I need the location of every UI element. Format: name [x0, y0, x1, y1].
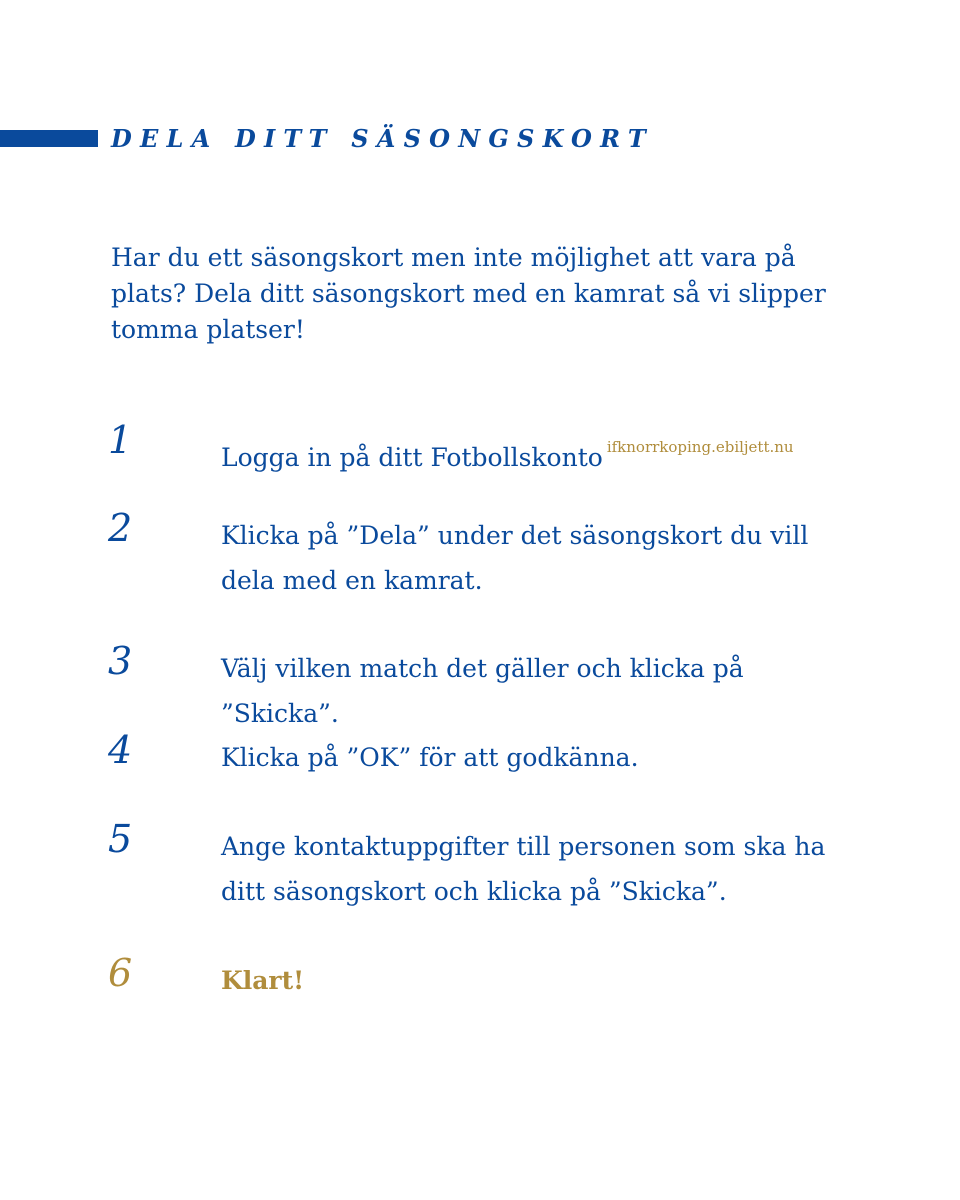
- step-number: 3: [108, 639, 133, 683]
- step-text: [221, 425, 861, 480]
- header-accent-bar: [0, 130, 98, 147]
- step-number: 6: [108, 951, 133, 995]
- step-text: Ange kontaktuppgifter till personen som ska ha ditt säsongskort och klicka på ”Skicka”.: [221, 832, 826, 906]
- page-title: DELA DITT SÄSONGSKORT: [111, 124, 654, 153]
- step-text: Välj vilken match det gäller och klicka på ”Skicka”.: [221, 654, 744, 728]
- step-number: 1: [108, 418, 133, 462]
- step-text-main: Logga in på ditt Fotbollskonto: [221, 443, 603, 472]
- step-text: Klicka på ”Dela” under det säsongskort du vill dela med en kamrat.: [221, 521, 809, 595]
- step-text: Klart!: [221, 966, 305, 995]
- intro-paragraph: Har du ett säsongskort men inte möjlighet att vara på plats? Dela ditt säsongskort med en kamrat så vi slipper tomma platser!: [111, 243, 826, 344]
- step-number: 2: [108, 506, 133, 550]
- step-number: 5: [108, 817, 133, 861]
- website-link[interactable]: ifknorrkoping.ebiljett.nu: [606, 438, 794, 456]
- step-number: 4: [108, 728, 133, 772]
- step-text: Klicka på ”OK” för att godkänna.: [221, 743, 639, 772]
